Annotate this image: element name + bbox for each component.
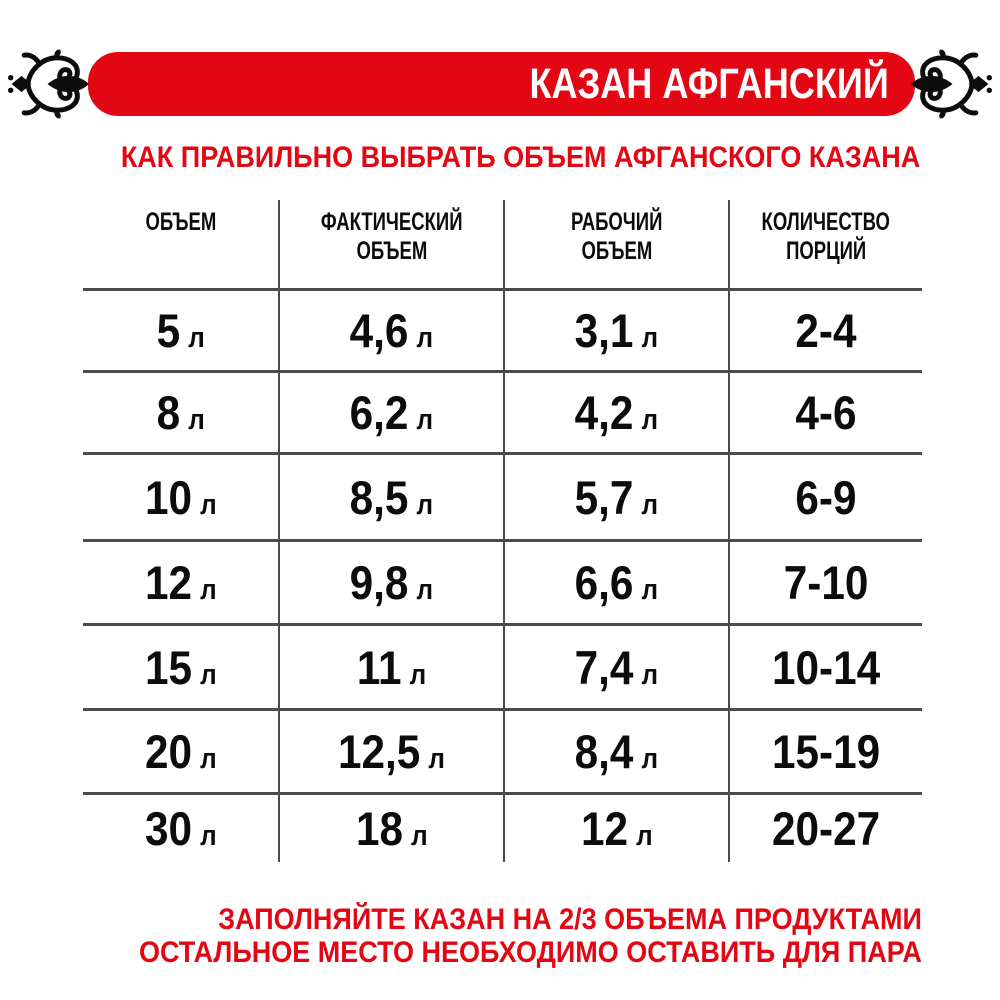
actual-volume-cell: 8,5 л (278, 452, 503, 539)
page-title: КАЗАН АФГАНСКИЙ (529, 59, 889, 108)
portions-cell: 4-6 (728, 370, 922, 452)
working-volume-cell: 4,2 л (503, 370, 728, 452)
footer-note (52, 903, 922, 969)
working-volume-cell: 12 л (503, 792, 728, 862)
working-volume-cell: 5,7 л (503, 452, 728, 539)
volume-cell: 12 л (83, 539, 278, 623)
portions-cell: 2-4 (728, 288, 922, 370)
actual-volume-cell: 11 л (278, 623, 503, 708)
volume-cell: 15 л (83, 623, 278, 708)
portions-cell: 10-14 (728, 623, 922, 708)
title-banner (88, 52, 915, 116)
subtitle: КАК ПРАВИЛЬНО ВЫБРАТЬ ОБЪЕМ АФГАНСКОГО КАЗАНА (120, 141, 920, 174)
volume-cell: 10 л (83, 452, 278, 539)
column-header-actual-volume: ФАКТИЧЕСКИЙ ОБЪЕМ (278, 200, 503, 288)
volume-cell: 8 л (83, 370, 278, 452)
forged-scroll-ornament-icon (902, 48, 992, 120)
actual-volume-cell: 18 л (278, 792, 503, 862)
working-volume-cell: 8,4 л (503, 708, 728, 792)
working-volume-cell: 6,6 л (503, 539, 728, 623)
actual-volume-cell: 4,6 л (278, 288, 503, 370)
volume-cell: 5 л (83, 288, 278, 370)
footer-line-2: ОСТАЛЬНОЕ МЕСТО НЕОБХОДИМО ОСТАВИТЬ ДЛЯ ПАРА (139, 936, 922, 969)
forged-scroll-ornament-icon (8, 48, 98, 120)
portions-cell: 20-27 (728, 792, 922, 862)
column-header-portions: КОЛИЧЕСТВО ПОРЦИЙ (728, 200, 922, 288)
portions-cell: 15-19 (728, 708, 922, 792)
actual-volume-cell: 9,8 л (278, 539, 503, 623)
portions-cell: 7-10 (728, 539, 922, 623)
working-volume-cell: 3,1 л (503, 288, 728, 370)
volume-cell: 20 л (83, 708, 278, 792)
actual-volume-cell: 6,2 л (278, 370, 503, 452)
footer-line-1: ЗАПОЛНЯЙТЕ КАЗАН НА 2/3 ОБЪЕМА ПРОДУКТАМИ (218, 903, 922, 936)
portions-cell: 6-9 (728, 452, 922, 539)
column-header-working-volume: РАБОЧИЙ ОБЪЕМ (503, 200, 728, 288)
working-volume-cell: 7,4 л (503, 623, 728, 708)
volume-cell: 30 л (83, 792, 278, 862)
actual-volume-cell: 12,5 л (278, 708, 503, 792)
kazan-volume-table (83, 200, 922, 862)
column-header-volume: ОБЪЕМ (145, 208, 216, 236)
